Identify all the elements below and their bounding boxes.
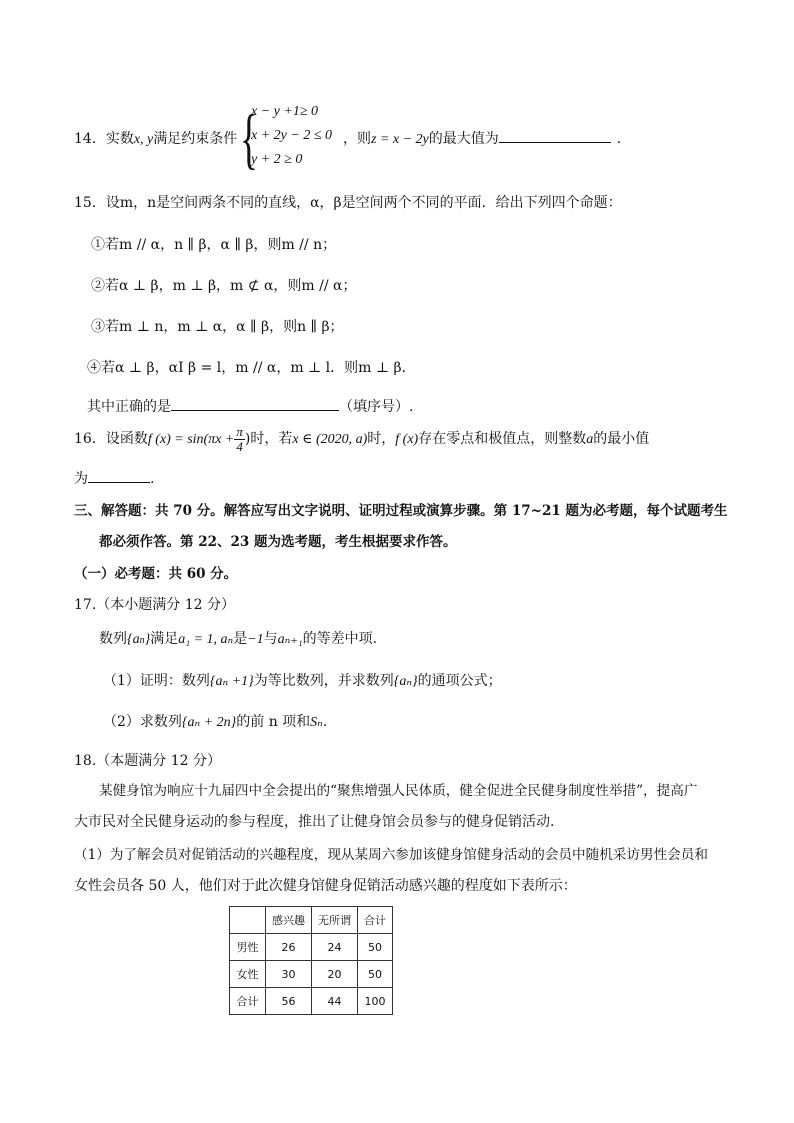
q16-g: 存在零点和极值点，则整数 <box>418 431 587 447</box>
q17-s9: 的等差中项. <box>302 631 378 647</box>
q17-p1d: {aₙ} <box>393 674 418 689</box>
q17-p1b: {aₙ +1} <box>209 674 254 689</box>
q16-fraction <box>234 425 245 454</box>
q14-mid: 满足约束条件 <box>153 131 238 147</box>
q16-a: 16．设函数 <box>74 431 148 447</box>
q18-para-1b: 大市民对全民健身运动的参与程度，推出了让健身馆会员参与的健身促销活动. <box>74 814 555 830</box>
q14-tail <box>343 128 621 148</box>
section-3-sub: （一）必考题：共 60 分。 <box>74 566 238 582</box>
q16-interval: x ∈ (2020, a) <box>292 432 368 447</box>
q18-part-1a: （1）为了解会员对促销活动的兴趣程度，现从某周六参加该健身馆健身活动的会员中随机采访男性会员和 <box>74 847 708 863</box>
q15-answer-post: （填序号）. <box>339 399 414 415</box>
q16-a-var: a <box>586 432 594 447</box>
table-row <box>230 961 393 988</box>
q17-s6: −1 <box>247 632 264 647</box>
table-cell: 30 <box>266 961 312 988</box>
q17-s8: aₙ₊₁ <box>277 632 303 647</box>
q17-s2: {a <box>127 632 140 647</box>
q15-prop-4: ④若α ⊥ β，αI β = l，m // α，m ⊥ l．则m ⊥ β． <box>87 360 416 376</box>
table-row <box>230 934 393 961</box>
q17-p2c: 的前 n 项和 <box>236 714 311 730</box>
table-header-cell <box>230 907 266 934</box>
table-header-cell: 合计 <box>358 907 393 934</box>
interest-table <box>229 906 393 1015</box>
q18-part-1b: 女性会员各 50 人，他们对于此次健身馆健身促销活动感兴趣的程度如下表所示： <box>74 878 577 894</box>
q17-p2b: {aₙ + 2n} <box>181 715 237 730</box>
q14-then: ，则 <box>343 131 371 147</box>
table-cell: 56 <box>266 988 312 1015</box>
q15-answer-blank[interactable] <box>171 396 339 411</box>
q14-constraint-1: x − y +1≥ 0 <box>251 104 319 119</box>
q18-para-1a: 某健身馆为响应十九届四中全会提出的“聚焦增强人民体质，健全促进全民健身制度性举措”，提高广 <box>99 783 698 799</box>
table-header-row <box>230 907 393 934</box>
q17-p2d: Sₙ <box>310 715 323 730</box>
q17-s5: 是 <box>233 631 248 647</box>
q17-s7: 与 <box>263 631 278 647</box>
q17-stem: 数列{an}满足a₁ = 1, aₙ是−1与aₙ₊₁的等差中项. <box>99 631 378 647</box>
q15-answer-line <box>87 396 413 416</box>
table-cell: 男性 <box>230 934 266 961</box>
q14-answer-blank[interactable] <box>499 128 611 143</box>
q17-p1a: （1）证明：数列 <box>103 673 210 689</box>
q14-tail-text: 的最大值为 <box>428 131 499 147</box>
q17-part-1 <box>103 670 502 690</box>
q17-head: 17.（本小题满分 12 分） <box>74 597 235 613</box>
table-cell: 女性 <box>230 961 266 988</box>
q17-p2a: （2）求数列 <box>103 714 182 730</box>
table-cell: 合计 <box>230 988 266 1015</box>
q16-func: f (x) = sin(πx + <box>147 432 235 447</box>
q14-expr: z = x − 2y <box>371 132 429 147</box>
q16-line-1 <box>74 422 649 457</box>
table-header-cell: 无所谓 <box>312 907 358 934</box>
q14-constraint-2: x + 2y − 2 ≤ 0 <box>251 128 333 143</box>
q14-brace: { <box>240 100 258 176</box>
q15-prop-2: ②若α ⊥ β，m ⊥ β，m ⊄ α，则m // α； <box>91 278 357 294</box>
q17-p1e: 的通项公式； <box>417 673 502 689</box>
q16-frac-num: π <box>236 423 243 439</box>
q16-answer-blank[interactable] <box>88 468 150 483</box>
section-3-line-1: 三、解答题：共 70 分。解答应写出文字说明、证明过程或演算步骤。第 17~21 题为必考题，每个试题考生 <box>74 503 728 519</box>
q14-line <box>74 128 237 148</box>
q14-label: 14．实数 <box>74 131 134 147</box>
q14-vars: x, y <box>133 132 154 147</box>
table-header-cell: 感兴趣 <box>266 907 312 934</box>
q16-i: 的最小值 <box>593 431 650 447</box>
table-cell: 100 <box>358 988 393 1015</box>
q15-prop-1: ①若m // α，n ∥ β，α ∥ β，则m // n； <box>91 237 337 253</box>
table-cell: 50 <box>358 934 393 961</box>
q15-answer-pre: 其中正确的是 <box>87 399 171 415</box>
q18-head: 18.（本题满分 12 分） <box>74 753 221 769</box>
q17-p2e: . <box>322 714 328 730</box>
table-cell: 20 <box>312 961 358 988</box>
q17-part-2 <box>103 711 327 731</box>
q14-end: . <box>616 131 622 147</box>
table-cell: 26 <box>266 934 312 961</box>
q16-e: 时， <box>367 431 396 447</box>
q16-line-2 <box>74 468 154 488</box>
table-cell: 44 <box>312 988 358 1015</box>
q15-stem: 15．设m，n是空间两条不同的直线，α，β是空间两个不同的平面．给出下列四个命题： <box>74 195 622 211</box>
q14-constraint-3: y + 2 ≥ 0 <box>251 152 303 167</box>
table-cell: 50 <box>358 961 393 988</box>
q16-wei: 为 <box>74 471 88 487</box>
table-cell: 24 <box>312 934 358 961</box>
table-row <box>230 988 393 1015</box>
section-3-line-2: 都必须作答。第 22、23 题为选考题，考生根据要求作答。 <box>99 534 457 550</box>
q17-p1c: 为等比数列，并求数列 <box>253 673 394 689</box>
q17-s4: a₁ = 1, aₙ <box>178 632 234 647</box>
q16-frac-den: 4 <box>236 438 243 454</box>
q16-c: )时，若 <box>244 431 293 447</box>
q16-end: . <box>150 471 155 487</box>
q15-prop-3: ③若m ⊥ n，m ⊥ α，α ∥ β，则n ∥ β； <box>91 319 344 335</box>
q17-s1: 数列 <box>99 631 127 647</box>
q16-fx: f (x) <box>395 432 419 447</box>
